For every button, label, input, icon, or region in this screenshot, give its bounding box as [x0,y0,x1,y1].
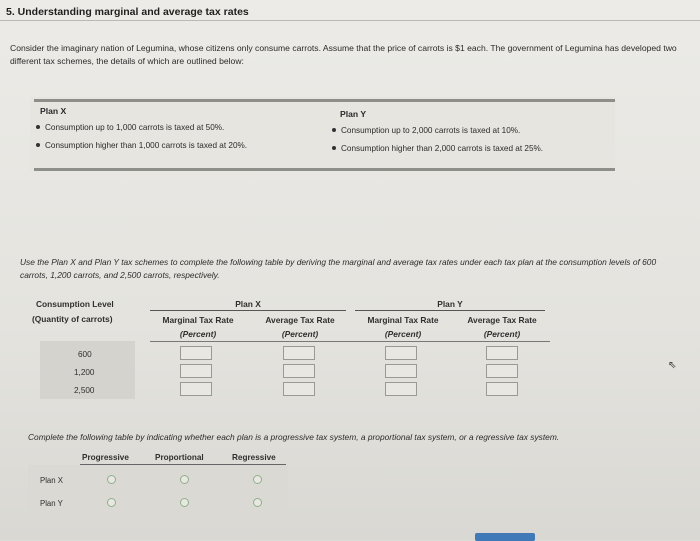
bullet-dot [332,128,336,132]
plan-x-average-600-input[interactable] [283,346,315,360]
problem-title: 5. Understanding marginal and average tax rates [6,6,249,18]
plan-x-table-header: Plan X [235,299,261,309]
plan-x-average-1200-input[interactable] [283,364,315,378]
plan-x-proportional-radio[interactable] [180,475,189,484]
plan-y-average-600-input[interactable] [486,346,518,360]
plan-x-heading: Plan X [40,106,67,116]
row-label-2500: 2,500 [74,386,95,395]
classification-table-shade [28,465,288,515]
plan-y-header-rule [355,310,545,311]
plan-y-average-unit: (Percent) [483,329,521,339]
table2-instruction: Complete the following table by indicating whether each plan is a progressive tax system, a proportional tax system, or a regressive tax system. [28,432,560,442]
plans-bottom-rule [34,168,615,171]
plan-y-marginal-unit: (Percent) [384,329,422,339]
plan-x-bullet-2: Consumption higher than 1,000 carrots is taxed at 20%. [36,141,247,150]
table1-instruction: Use the Plan X and Plan Y tax schemes to complete the following table by deriving the marginal and average tax rates under each tax plan at the consumption levels of 600 carrots, 1,200 carrots, and 2,500 carrots, respectively. [20,257,657,280]
bullet-dot [36,125,40,129]
plan-x-average-unit: (Percent) [281,329,319,339]
plans-top-rule [34,99,615,102]
plan-y-average-1200-input[interactable] [486,364,518,378]
plan-y-regressive-radio[interactable] [253,498,262,507]
plan-x-header-rule [150,310,346,311]
proportional-header: Proportional [155,453,204,462]
plan-x-marginal-2500-input[interactable] [180,382,212,396]
plan-y-bullet-1: Consumption up to 2,000 carrots is taxed at 10%. [332,126,520,135]
title-divider [0,20,700,21]
plan-x-marginal-600-input[interactable] [180,346,212,360]
plan-y-marginal-600-input[interactable] [385,346,417,360]
plan-y-average-2500-input[interactable] [486,382,518,396]
classification-row-plan-x: Plan X [40,476,63,485]
plan-x-progressive-radio[interactable] [107,475,116,484]
plan-y-marginal-header: Marginal Tax Rate [367,315,439,325]
problem-intro: Consider the imaginary nation of Legumina, whose citizens only consume carrots. Assume that the price of carrots is $1 each. The government of Legumina has developed two different tax schemes, the details of which are outlined below: [10,43,677,66]
classification-row-plan-y: Plan Y [40,499,63,508]
row-label-600: 600 [78,350,92,359]
tax-plans-box [30,97,615,171]
bullet-dot [36,143,40,147]
quantity-header: (Quantity of carrots) [32,314,113,324]
plan-y-heading: Plan Y [340,109,367,119]
plan-y-proportional-radio[interactable] [180,498,189,507]
plan-y-progressive-radio[interactable] [107,498,116,507]
plan-y-bullet-2: Consumption higher than 2,000 carrots is taxed at 25%. [332,144,543,153]
plan-x-average-2500-input[interactable] [283,382,315,396]
table1-header-bottom-rule [150,341,550,342]
plan-x-bullet-1: Consumption up to 1,000 carrots is taxed at 50%. [36,123,224,132]
progressive-header: Progressive [82,453,129,462]
plan-y-marginal-1200-input[interactable] [385,364,417,378]
plan-y-marginal-2500-input[interactable] [385,382,417,396]
plan-x-marginal-1200-input[interactable] [180,364,212,378]
mouse-cursor-icon: ⇖ [668,360,677,371]
classification-header-rule [80,464,286,465]
consumption-level-header: Consumption Level [36,299,114,309]
plan-y-average-header: Average Tax Rate [467,315,537,325]
plan-x-marginal-unit: (Percent) [179,329,217,339]
regressive-header: Regressive [232,453,276,462]
plan-x-marginal-header: Marginal Tax Rate [162,315,234,325]
bullet-dot [332,146,336,150]
row-label-1200: 1,200 [74,368,95,377]
plan-x-regressive-radio[interactable] [253,475,262,484]
plan-y-table-header: Plan Y [437,299,463,309]
plan-x-average-header: Average Tax Rate [265,315,335,325]
